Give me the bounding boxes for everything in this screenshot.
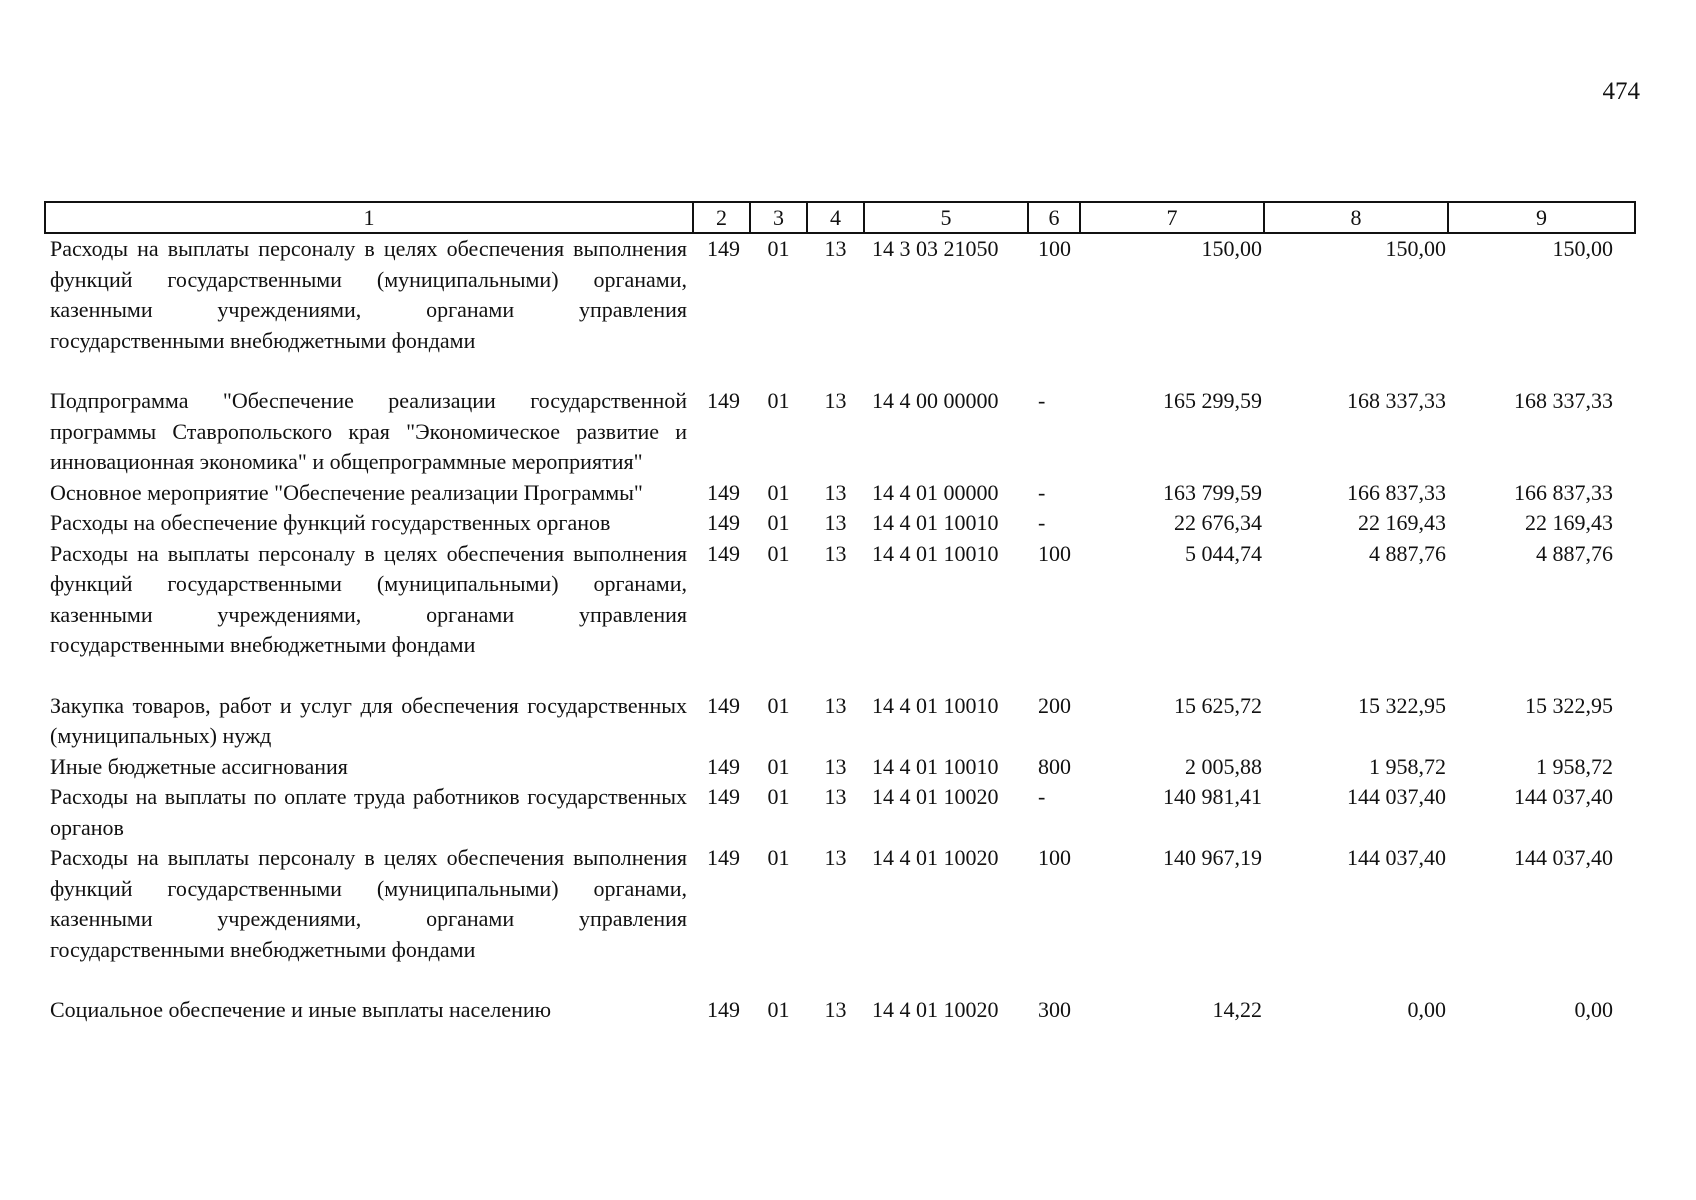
row-value-8: 1 958,72 <box>1369 753 1446 779</box>
page-number: 474 <box>1602 78 1640 105</box>
row-value-8: 4 887,76 <box>1369 540 1446 566</box>
row-value-9: 166 837,33 <box>1514 479 1613 505</box>
row-value-8: 144 037,40 <box>1347 784 1446 809</box>
row-value-7: 2 005,88 <box>1185 753 1262 779</box>
table-row <box>45 752 1635 783</box>
row-name: Расходы на обеспечение функций государственных органов <box>50 510 611 535</box>
row-value-7: 140 967,19 <box>1163 845 1262 870</box>
row-value-9: 168 337,33 <box>1514 388 1613 413</box>
row-csr: 14 4 01 10020 <box>872 784 999 809</box>
row-value-7: 165 299,59 <box>1163 388 1262 413</box>
row-rz: 01 <box>767 510 790 535</box>
row-rz: 01 <box>767 692 790 718</box>
row-vr: - <box>1038 479 1046 505</box>
row-rz: 01 <box>767 540 790 566</box>
row-vr: - <box>1038 388 1046 413</box>
row-pr: 13 <box>824 784 847 809</box>
row-name: Подпрограмма "Обеспечение реализации государственной программы Ставропольского края "Экономическое развитие и инновационная экономика" и общепрограммные мероприятия" <box>50 388 687 474</box>
header-cell: 2 <box>693 202 750 233</box>
row-pr: 13 <box>824 540 847 566</box>
row-vr: 200 <box>1038 692 1071 718</box>
table-row <box>45 995 1635 1026</box>
row-rz: 01 <box>767 236 790 261</box>
row-csr: 14 4 01 10020 <box>872 845 999 870</box>
header-cell: 4 <box>807 202 864 233</box>
row-pr: 13 <box>824 236 847 261</box>
row-name: Расходы на выплаты персоналу в целях обеспечения выполнения функций государственными (муниципальными) органами, казенными учреждениями, органами управления государственными внебюджетными фондами <box>50 236 687 353</box>
table-row <box>45 691 1635 752</box>
row-name: Иные бюджетные ассигнования <box>50 753 348 779</box>
row-value-7: 22 676,34 <box>1174 510 1262 535</box>
row-csr: 14 4 01 10010 <box>872 510 999 535</box>
row-pr: 13 <box>824 753 847 779</box>
table-row <box>45 233 1635 356</box>
row-spacer <box>45 661 1635 691</box>
row-vr: 800 <box>1038 753 1071 779</box>
row-gr: 149 <box>707 540 740 566</box>
row-csr: 14 4 01 10020 <box>872 997 999 1022</box>
row-value-9: 15 322,95 <box>1525 692 1613 718</box>
row-spacer <box>45 356 1635 386</box>
row-gr: 149 <box>707 479 740 505</box>
row-pr: 13 <box>824 510 847 535</box>
table-row <box>45 843 1635 965</box>
row-vr: 100 <box>1038 845 1071 870</box>
row-csr: 14 4 01 10010 <box>872 692 999 718</box>
row-value-8: 168 337,33 <box>1347 388 1446 413</box>
row-csr: 14 4 01 10010 <box>872 753 999 779</box>
row-csr: 14 3 03 21050 <box>872 236 999 261</box>
row-name: Расходы на выплаты по оплате труда работников государственных органов <box>50 784 687 840</box>
row-name: Основное мероприятие "Обеспечение реализации Программы" <box>50 479 643 505</box>
row-gr: 149 <box>707 997 740 1022</box>
row-name: Расходы на выплаты персоналу в целях обеспечения выполнения функций государственными (муниципальными) органами, казенными учреждениями, органами управления государственными внебюджетными фондами <box>50 540 687 657</box>
row-vr: 300 <box>1038 997 1071 1022</box>
row-vr: - <box>1038 510 1046 535</box>
header-cell: 3 <box>750 202 807 233</box>
header-cell: 7 <box>1080 202 1264 233</box>
row-value-9: 144 037,40 <box>1514 845 1613 870</box>
row-value-9: 0,00 <box>1574 997 1613 1022</box>
header-cell: 1 <box>45 202 693 233</box>
row-value-7: 5 044,74 <box>1185 540 1262 566</box>
row-rz: 01 <box>767 479 790 505</box>
row-rz: 01 <box>767 845 790 870</box>
row-gr: 149 <box>707 692 740 718</box>
row-name: Расходы на выплаты персоналу в целях обеспечения выполнения функций государственными (муниципальными) органами, казенными учреждениями, органами управления государственными внебюджетными фондами <box>50 845 687 962</box>
row-rz: 01 <box>767 997 790 1022</box>
row-csr: 14 4 01 00000 <box>872 479 999 505</box>
row-value-7: 14,22 <box>1212 997 1262 1022</box>
row-csr: 14 4 00 00000 <box>872 388 999 413</box>
row-vr: 100 <box>1038 236 1071 261</box>
row-gr: 149 <box>707 510 740 535</box>
row-value-8: 0,00 <box>1407 997 1446 1022</box>
budget-table <box>44 201 1636 1026</box>
row-vr: - <box>1038 784 1046 809</box>
row-rz: 01 <box>767 784 790 809</box>
row-value-9: 1 958,72 <box>1536 753 1613 779</box>
row-value-9: 150,00 <box>1552 236 1613 261</box>
row-pr: 13 <box>824 997 847 1022</box>
row-name: Закупка товаров, работ и услуг для обеспечения государственных (муниципальных) нужд <box>50 692 687 748</box>
row-value-7: 140 981,41 <box>1163 784 1262 809</box>
row-value-7: 163 799,59 <box>1163 479 1262 505</box>
table-row <box>45 508 1635 539</box>
row-value-9: 4 887,76 <box>1536 540 1613 566</box>
row-gr: 149 <box>707 388 740 413</box>
row-value-7: 150,00 <box>1201 236 1262 261</box>
row-value-9: 22 169,43 <box>1525 510 1613 535</box>
row-value-8: 144 037,40 <box>1347 845 1446 870</box>
header-cell: 8 <box>1264 202 1448 233</box>
row-gr: 149 <box>707 845 740 870</box>
row-gr: 149 <box>707 753 740 779</box>
row-pr: 13 <box>824 479 847 505</box>
row-spacer <box>45 965 1635 995</box>
table-row <box>45 386 1635 478</box>
row-pr: 13 <box>824 388 847 413</box>
row-rz: 01 <box>767 753 790 779</box>
row-value-8: 22 169,43 <box>1358 510 1446 535</box>
table-row <box>45 782 1635 843</box>
table-row <box>45 539 1635 661</box>
row-value-7: 15 625,72 <box>1174 692 1262 718</box>
row-value-8: 166 837,33 <box>1347 479 1446 505</box>
row-gr: 149 <box>707 784 740 809</box>
table-header-row <box>45 202 1635 233</box>
row-vr: 100 <box>1038 540 1071 566</box>
row-name: Социальное обеспечение и иные выплаты населению <box>50 997 552 1022</box>
header-cell: 5 <box>864 202 1028 233</box>
header-cell: 6 <box>1028 202 1080 233</box>
row-value-9: 144 037,40 <box>1514 784 1613 809</box>
row-value-8: 15 322,95 <box>1358 692 1446 718</box>
row-pr: 13 <box>824 692 847 718</box>
row-rz: 01 <box>767 388 790 413</box>
row-gr: 149 <box>707 236 740 261</box>
row-csr: 14 4 01 10010 <box>872 540 999 566</box>
row-pr: 13 <box>824 845 847 870</box>
row-value-8: 150,00 <box>1385 236 1446 261</box>
table-row <box>45 478 1635 509</box>
header-cell: 9 <box>1448 202 1635 233</box>
